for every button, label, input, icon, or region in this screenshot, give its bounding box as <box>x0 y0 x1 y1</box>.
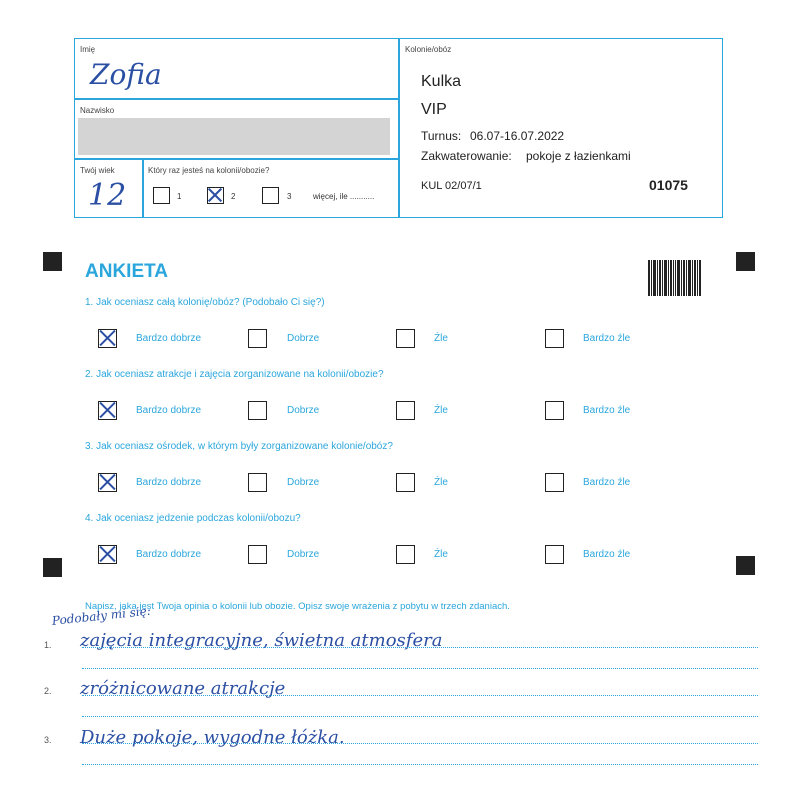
name-label: Imię <box>80 45 96 54</box>
q1-checkbox-bardzo-zle[interactable] <box>545 329 564 348</box>
q2-label-zle: Źle <box>434 405 448 416</box>
opinion-line-2-rule <box>82 695 758 696</box>
opinion-line-1-text[interactable]: zajęcia integracyjne, świetna atmosfera <box>80 630 443 651</box>
q4-checkbox-dobrze[interactable] <box>248 545 267 564</box>
q1-checkbox-dobrze[interactable] <box>248 329 267 348</box>
q3-checkbox-bardzo-zle[interactable] <box>545 473 564 492</box>
q3-label-zle: Źle <box>434 477 448 488</box>
question-4: 4. Jak oceniasz jedzenie podczas kolonii/obozu? <box>85 513 301 524</box>
q2-checkbox-bardzo-dobrze[interactable] <box>98 401 117 420</box>
q4-checkbox-zle[interactable] <box>396 545 415 564</box>
opinion-note: Podobały mi się: <box>51 603 152 628</box>
times-option-1: 1 <box>177 192 182 201</box>
opinion-line-number-3: 3. <box>44 735 52 745</box>
camp-label: Kolonie/obóz <box>405 45 452 54</box>
q2-checkbox-bardzo-zle[interactable] <box>545 401 564 420</box>
q3-label-bardzo-zle: Bardzo źle <box>583 477 631 488</box>
name-value[interactable]: Zofia <box>90 58 162 91</box>
opinion-line-3-text[interactable]: Duże pokoje, wygodne łóżka. <box>80 727 345 748</box>
question-1: 1. Jak oceniasz całą kolonię/obóz? (Podobało Ci się?) <box>85 297 325 308</box>
q4-checkbox-bardzo-dobrze[interactable] <box>98 545 117 564</box>
question-3: 3. Jak oceniasz ośrodek, w którym były zorganizowane kolonie/obóz? <box>85 441 393 452</box>
question-2: 2. Jak oceniasz atrakcje i zajęcia zorganizowane na kolonii/obozie? <box>85 369 384 380</box>
q2-label-bardzo-dobrze: Bardzo dobrze <box>136 405 202 416</box>
header-divider-age <box>142 158 144 218</box>
opinion-line-number-1: 1. <box>44 640 52 650</box>
q4-label-bardzo-dobrze: Bardzo dobrze <box>136 549 202 560</box>
accommodation-value: pokoje z łazienkami <box>526 149 631 163</box>
age-label: Twój wiek <box>80 166 115 175</box>
q3-checkbox-bardzo-dobrze[interactable] <box>98 473 117 492</box>
age-value[interactable]: 12 <box>88 178 127 213</box>
q1-checkbox-bardzo-dobrze[interactable] <box>98 329 117 348</box>
opinion-line-1-rule <box>82 647 758 648</box>
opinion-line-3-rule <box>82 743 758 744</box>
times-checkbox-2[interactable] <box>207 187 224 204</box>
accommodation-label: Zakwaterowanie: <box>421 149 512 163</box>
times-checkbox-1[interactable] <box>153 187 170 204</box>
header-divider-surname <box>74 158 399 160</box>
times-option-3: 3 <box>287 192 292 201</box>
opinion-line-2-text[interactable]: zróżnicowane atrakcje <box>80 678 286 699</box>
q1-label-zle: Źle <box>434 333 448 344</box>
form-number: 01075 <box>649 177 688 193</box>
q1-label-bardzo-dobrze: Bardzo dobrze <box>136 333 202 344</box>
times-more-label: więcej, ile ........... <box>313 192 375 201</box>
camp-code: KUL 02/07/1 <box>421 180 482 192</box>
header-divider-name <box>74 98 399 100</box>
q1-label-bardzo-zle: Bardzo źle <box>583 333 631 344</box>
q2-label-bardzo-zle: Bardzo źle <box>583 405 631 416</box>
q3-checkbox-dobrze[interactable] <box>248 473 267 492</box>
opinion-line-1b-rule <box>82 668 758 669</box>
barcode-icon <box>648 260 701 296</box>
registration-marker-bottom-right <box>736 556 755 575</box>
q4-label-zle: Źle <box>434 549 448 560</box>
header-divider-vertical <box>398 38 400 218</box>
registration-marker-top-left <box>43 252 62 271</box>
q1-label-dobrze: Dobrze <box>287 333 320 344</box>
opinion-line-3b-rule <box>82 764 758 765</box>
times-checkbox-3[interactable] <box>262 187 279 204</box>
surname-label: Nazwisko <box>80 106 115 115</box>
q3-checkbox-zle[interactable] <box>396 473 415 492</box>
opinion-prompt: Napisz, jaka jest Twoja opinia o kolonii lub obozie. Opisz swoje wrażenia z pobytu w trzech zdaniach. <box>85 601 510 612</box>
q2-checkbox-dobrze[interactable] <box>248 401 267 420</box>
q4-checkbox-bardzo-zle[interactable] <box>545 545 564 564</box>
turnus-label: Turnus: <box>421 129 462 143</box>
survey-title: ANKIETA <box>85 261 169 282</box>
q3-label-bardzo-dobrze: Bardzo dobrze <box>136 477 202 488</box>
camp-type: VIP <box>421 101 447 118</box>
times-option-2: 2 <box>231 192 236 201</box>
surname-redacted <box>78 118 390 155</box>
opinion-line-number-2: 2. <box>44 686 52 696</box>
camp-name: Kulka <box>421 73 462 90</box>
registration-marker-bottom-left <box>43 558 62 577</box>
q4-label-bardzo-zle: Bardzo źle <box>583 549 631 560</box>
turnus-value: 06.07-16.07.2022 <box>470 129 565 143</box>
registration-marker-top-right <box>736 252 755 271</box>
q4-label-dobrze: Dobrze <box>287 549 320 560</box>
q1-checkbox-zle[interactable] <box>396 329 415 348</box>
q2-checkbox-zle[interactable] <box>396 401 415 420</box>
times-label: Który raz jesteś na kolonii/obozie? <box>148 166 270 175</box>
q2-label-dobrze: Dobrze <box>287 405 320 416</box>
opinion-line-2b-rule <box>82 716 758 717</box>
q3-label-dobrze: Dobrze <box>287 477 320 488</box>
